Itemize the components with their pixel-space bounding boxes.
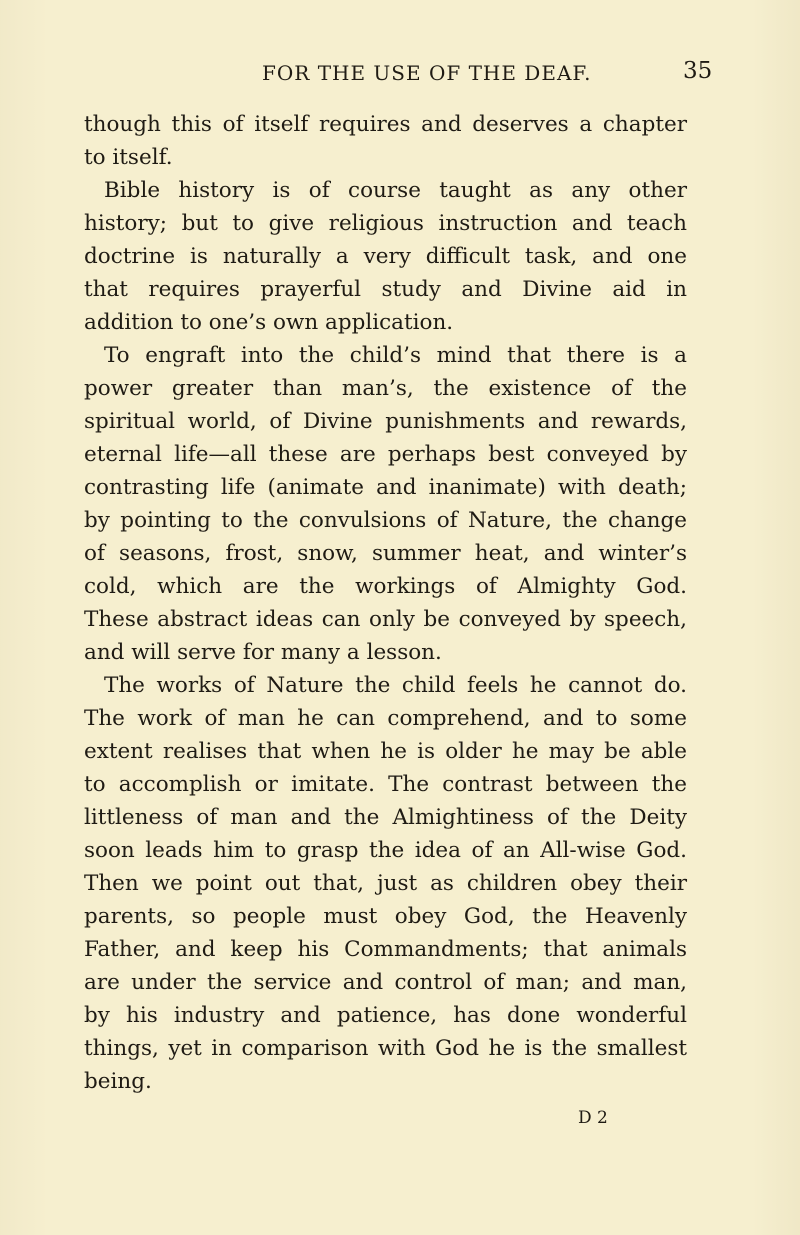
text-line: doctrine is naturally a very difficult task, and one [84, 244, 687, 269]
text-line: The works of Nature the child feels he cannot do. [104, 673, 687, 698]
running-head [0, 57, 800, 87]
text-line: To engraft into the child’s mind that there is a [104, 343, 687, 368]
text-line: littleness of man and the Almightiness of the Deity [84, 805, 687, 830]
text-line: parents, so people must obey God, the Heavenly [84, 904, 687, 929]
text-line: are under the service and control of man; and man, [84, 970, 687, 995]
text-line: and will serve for many a lesson. [84, 640, 442, 665]
text-line: extent realises that when he is older he may be able [84, 739, 687, 764]
text-line: by his industry and patience, has done wonderful [84, 1003, 687, 1028]
text-line: power greater than man’s, the existence of the [84, 376, 687, 401]
text-line: by pointing to the convulsions of Nature, the change [84, 508, 687, 533]
page-number: 35 [683, 58, 713, 84]
text-line: history; but to give religious instruction and teach [84, 211, 687, 236]
signature-mark: D 2 [578, 1108, 608, 1128]
text-line: eternal life—all these are perhaps best conveyed by [84, 442, 687, 467]
text-line: soon leads him to grasp the idea of an All-wise God. [84, 838, 687, 863]
text-line: addition to one’s own application. [84, 310, 454, 335]
text-line: being. [84, 1069, 152, 1094]
text-line: to accomplish or imitate. The contrast between the [84, 772, 687, 797]
text-line: Bible history is of course taught as any other [104, 178, 687, 203]
text-line: Father, and keep his Commandments; that animals [84, 937, 687, 962]
running-title: FOR THE USE OF THE DEAF. [262, 61, 592, 85]
text-line: cold, which are the workings of Almighty God. [84, 574, 687, 599]
text-line: to itself. [84, 145, 173, 170]
text-line: The work of man he can comprehend, and to some [84, 706, 687, 731]
text-line: Then we point out that, just as children obey their [84, 871, 687, 896]
text-line: contrasting life (animate and inanimate) with death; [84, 475, 687, 500]
text-line: These abstract ideas can only be conveyed by speech, [84, 607, 687, 632]
text-line: spiritual world, of Divine punishments and rewards, [84, 409, 687, 434]
text-line: though this of itself requires and deserves a chapter [84, 112, 687, 137]
text-line: of seasons, frost, snow, summer heat, and winter’s [84, 541, 687, 566]
text-line: that requires prayerful study and Divine aid in [84, 277, 687, 302]
text-line: things, yet in comparison with God he is the smallest [84, 1036, 687, 1061]
